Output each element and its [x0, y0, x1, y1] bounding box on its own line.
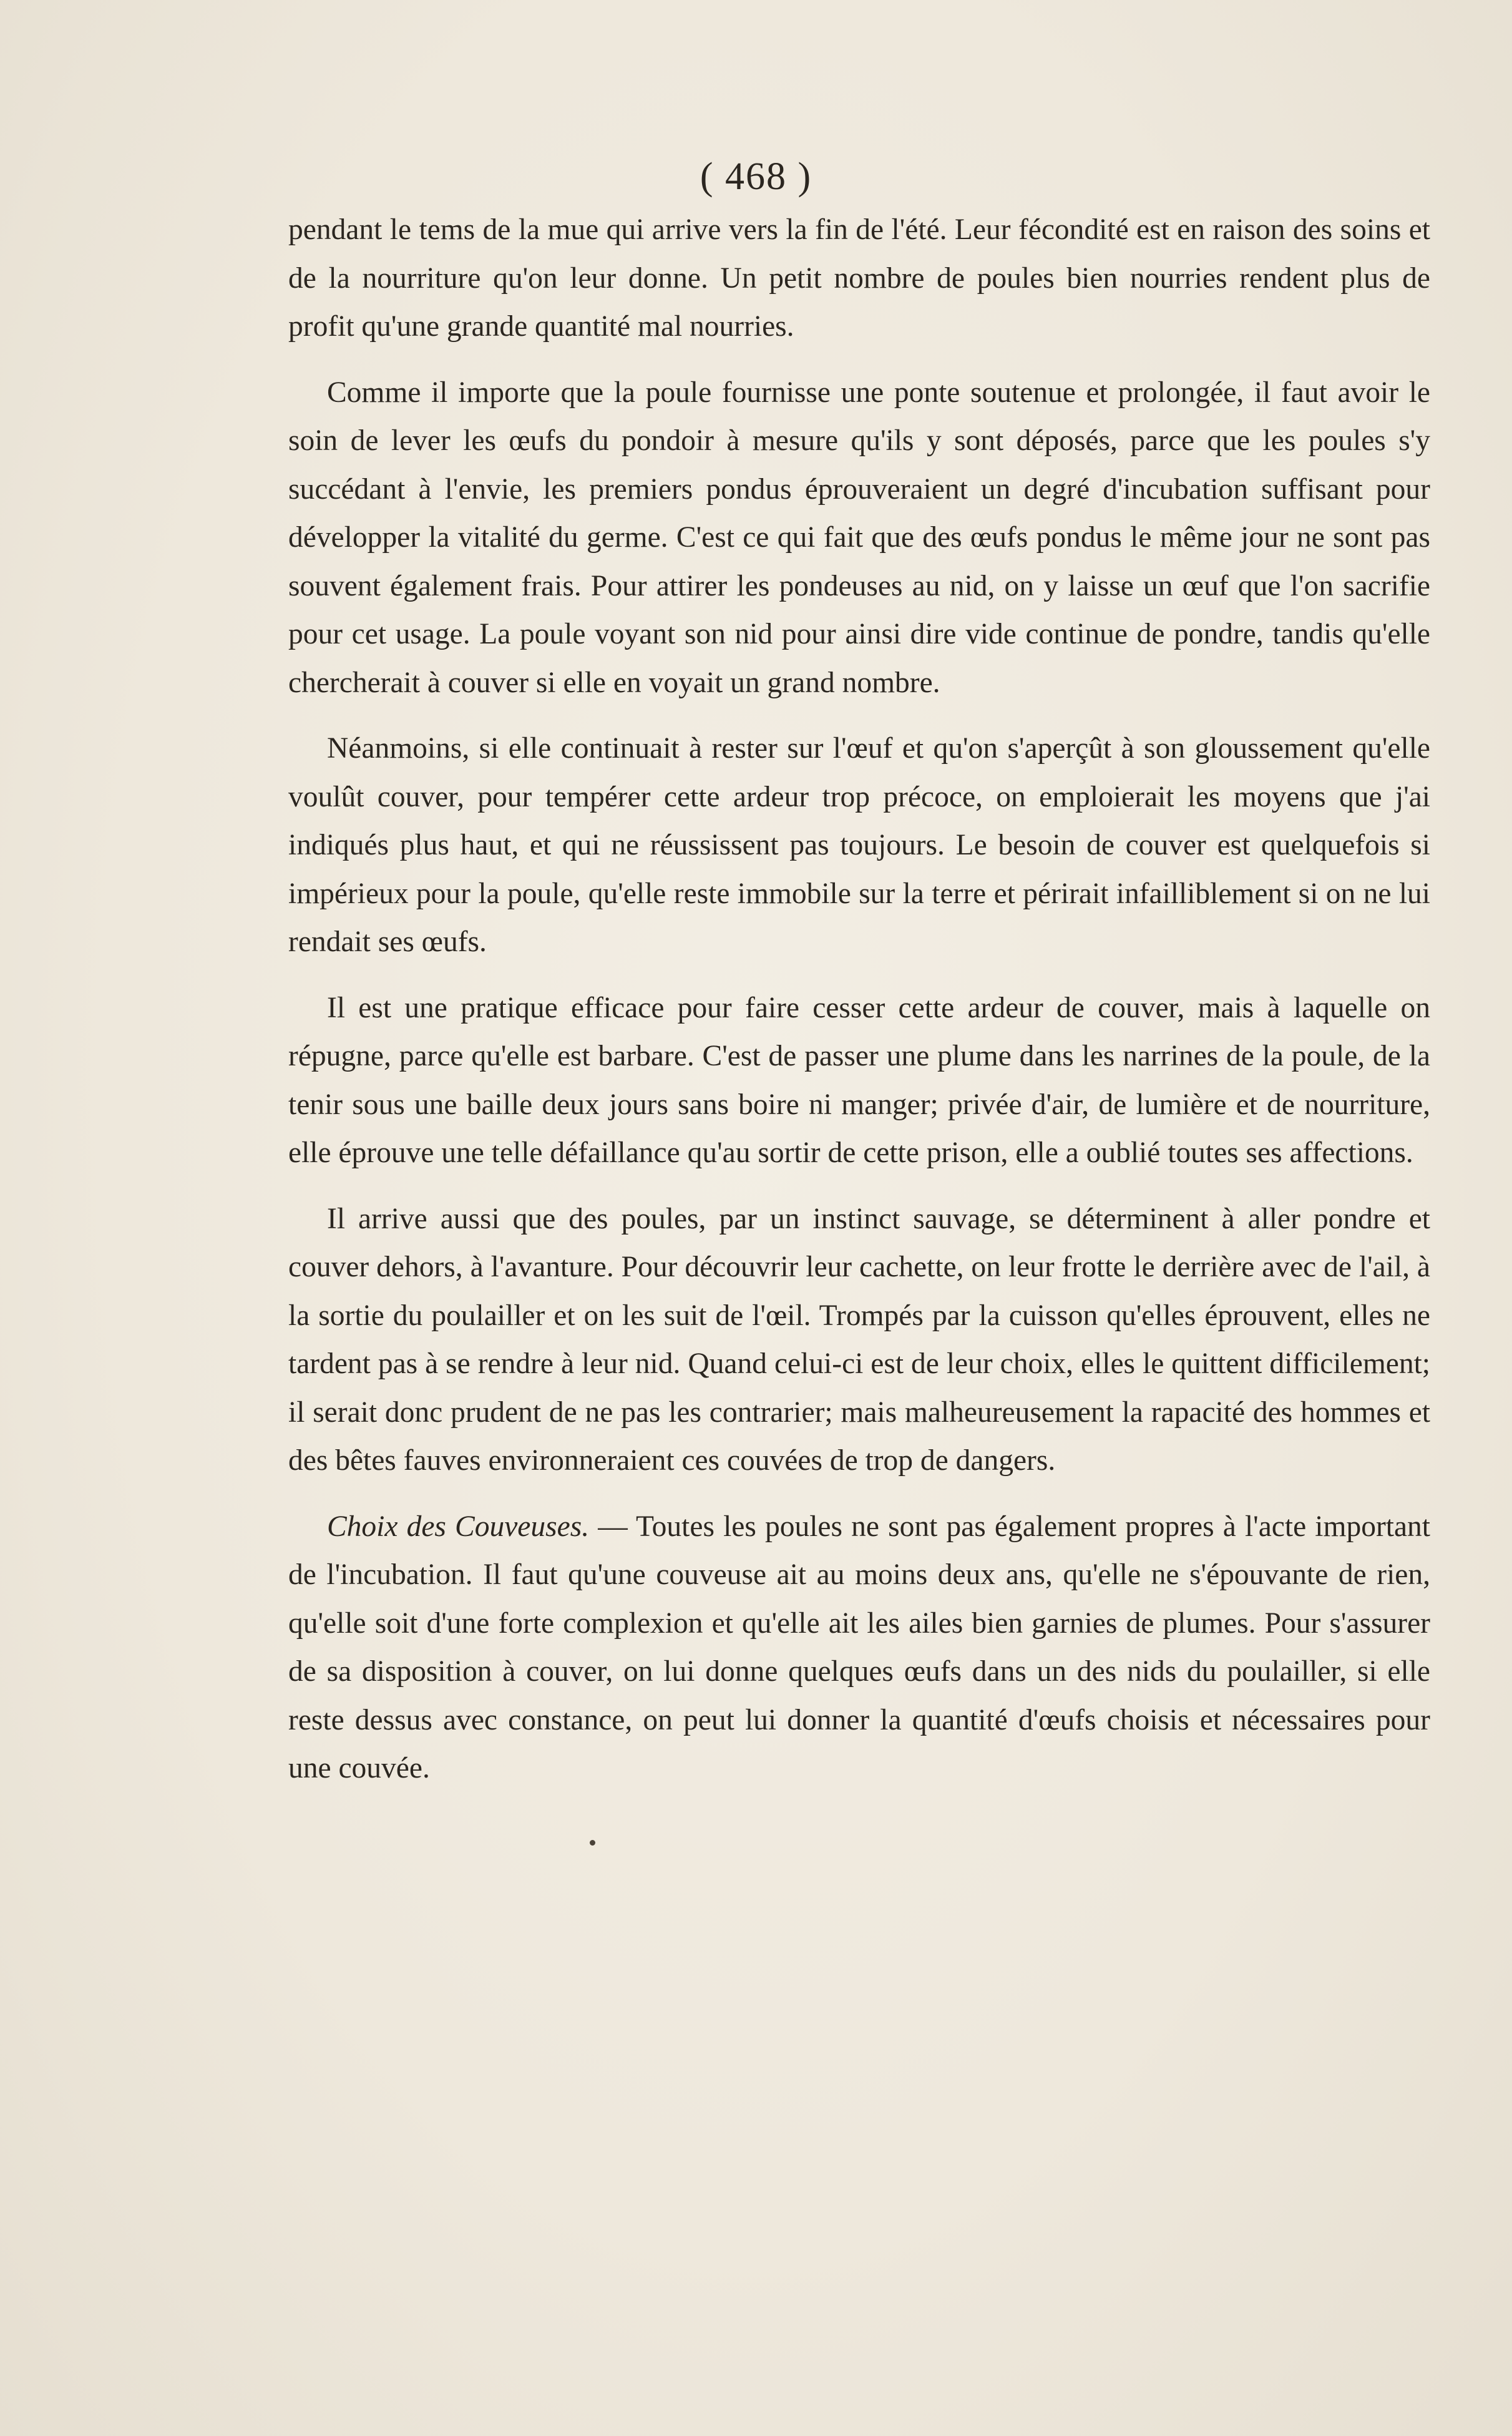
- paragraph-4: Il est une pratique efficace pour faire cesser cette ardeur de couver, mais à laquelle on répugne, parce qu'elle est barbare. C'est de passer une plume dans les narrines de la poule, de la tenir sous une baille deux jours sans boire ni manger; privée d'air, de lumière et de nourriture, elle éprouve une telle défaillance qu'au sortir de cette prison, elle a oublié toutes ses affections.: [288, 991, 1430, 1169]
- paragraph-5: Il arrive aussi que des poules, par un instinct sauvage, se déterminent à aller pondre et couver dehors, à l'avanture. Pour découvrir leur cachette, on leur frotte le derrière avec de l'ail, à la sortie du poulailler et on les suit de l'œil. Trompés par la cuisson qu'elles éprouvent, elles ne tardent pas à se rendre à leur nid. Quand celui-ci est de leur choix, elles le quittent difficilement; il serait donc prudent de ne pas les contrarier; mais malheureusement la rapacité des hommes et des bêtes fauves environneraient ces couvées de trop de dangers.: [288, 1202, 1430, 1477]
- paragraph-6-text: — Toutes les poules ne sont pas également propres à l'acte important de l'incubation. Il faut qu'une couveuse ait au moins deux ans, qu'elle ne s'épouvante de rien, qu'elle soit d'une forte complexion et qu'elle ait les ailes bien garnies de plumes. Pour s'assurer de sa disposition à couver, on lui donne quelques œufs dans un des nids du poulailler, si elle reste dessus avec constance, on peut lui donner la quantité d'œufs choisis et nécessaires pour une couvée.: [288, 1510, 1430, 1784]
- body-text: [288, 206, 1430, 1793]
- page-number: ( 468 ): [700, 155, 812, 198]
- paragraph-6: [288, 1503, 1430, 1793]
- paragraph-1: pendant le tems de la mue qui arrive vers la fin de l'été. Leur fécondité est en raison des soins et de la nourriture qu'on leur donne. Un petit nombre de poules bien nourries rendent plus de profit qu'une grande quantité mal nourries.: [288, 213, 1430, 343]
- section-heading: Choix des Couveuses.: [327, 1510, 590, 1543]
- paragraph-2: Comme il importe que la poule fournisse une ponte soutenue et prolongée, il faut avoir le soin de lever les œufs du pondoir à mesure qu'ils y sont déposés, parce que les poules s'y succédant à l'envie, les premiers pondus éprouveraient un degré d'incubation suffisant pour développer la vitalité du germe. C'est ce qui fait que des œufs pondus le même jour ne sont pas souvent également frais. Pour attirer les pondeuses au nid, on y laisse un œuf que l'on sacrifie pour cet usage. La poule voyant son nid pour ainsi dire vide continue de pondre, tandis qu'elle chercherait à couver si elle en voyait un grand nombre.: [288, 376, 1430, 699]
- paragraph-3: Néanmoins, si elle continuait à rester sur l'œuf et qu'on s'aperçût à son gloussement qu'elle voulût couver, pour tempérer cette ardeur trop précoce, on emploierait les moyens que j'ai indiqués plus haut, et qui ne réussissent pas toujours. Le besoin de couver est quelquefois si impérieux pour la poule, qu'elle reste immobile sur la terre et périrait infailliblement si on ne lui rendait ses œufs.: [288, 732, 1430, 958]
- ink-spot: [590, 1840, 595, 1846]
